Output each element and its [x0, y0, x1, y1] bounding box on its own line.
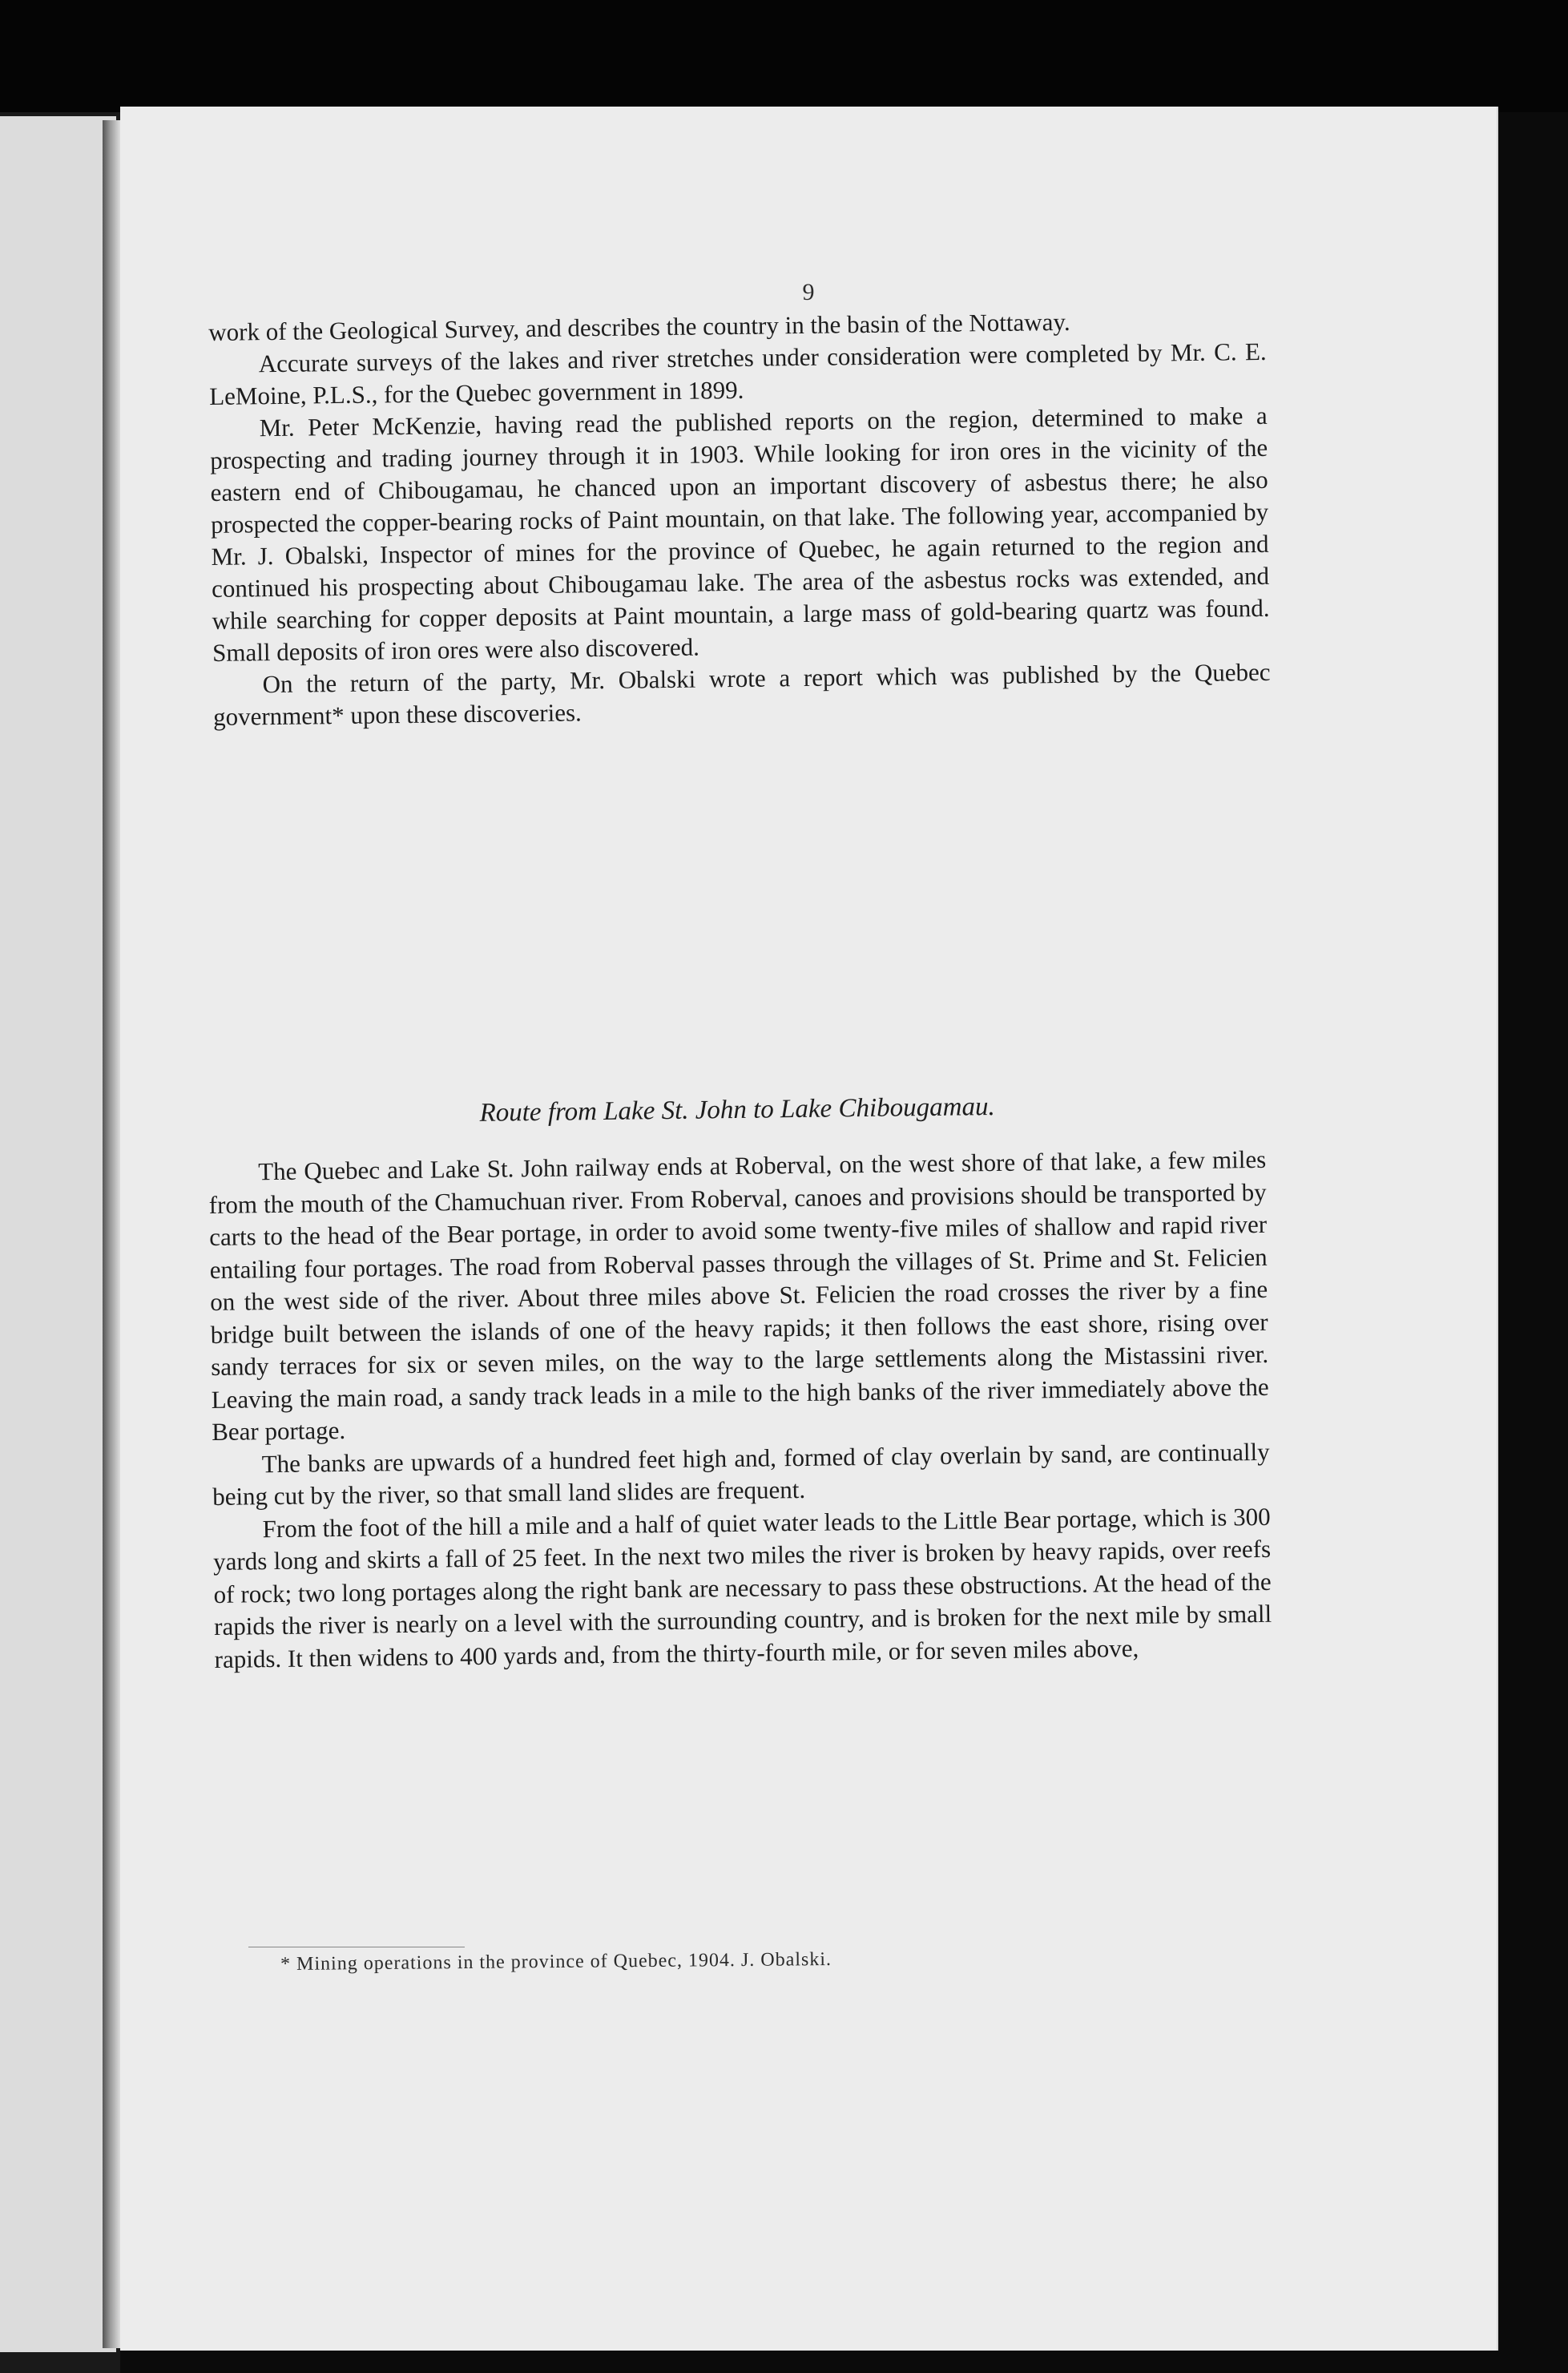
book-spine-shadow	[103, 120, 122, 2348]
paragraph: From the foot of the hill a mile and a half of quiet water leads to the Little Bear portage, which is 300 yards long and skirts a fall of 25 feet. In the next two miles the river is broken by heavy rapids, over reefs of rock; two long portages along the right bank are necessary to pass these obstructions. At the head of the rapids the river is nearly on a level with the surrounding country, and is broken for the next mile by small rapids. It then widens to 400 yards and, from the thirty-fourth mile, or for seven miles above,	[212, 1502, 1272, 1673]
paragraph: On the return of the party, Mr. Obalski wrote a report which was published by the Quebec government* upon these discoveries.	[212, 657, 1271, 731]
paragraph: work of the Geological Survey, and describes the country in the basin of the Nottaway.	[208, 307, 1070, 346]
section-heading: Route from Lake St. John to Lake Chibougamau.	[479, 1092, 995, 1128]
body-text-top	[208, 304, 1271, 733]
page-number: 9	[802, 279, 815, 305]
paragraph: The Quebec and Lake St. John railway ends at Roberval, on the west shore of that lake, a few miles from the mouth of the Chamuchuan river. From Roberval, canoes and provisions should be transported by carts to the head of the Bear portage, in order to avoid some twenty-five miles of shallow and rapid river entailing four portages. The road from Roberval passes through the villages of St. Prime and St. Felicien on the west side of the river. About three miles above St. Felicien the road crosses the river by a fine bridge built between the islands of one of the heavy rapids; it then follows the east shore, rising over sandy terraces for six or seven miles, on the way to the large settlements along the Mistassini river. Leaving the main road, a sandy track leads in a mile to the high banks of the river immediately above the Bear portage.	[208, 1144, 1269, 1446]
footnote: * Mining operations in the province of Quebec, 1904. J. Obalski.	[280, 1948, 832, 1975]
scan-background-top	[0, 0, 1568, 112]
body-text-bottom	[208, 1144, 1272, 1676]
book-page	[120, 107, 1497, 2351]
paragraph: Mr. Peter McKenzie, having read the published reports on the region, determined to make a prospecting and trading journey through it in 1903. While looking for iron ores in the vicinity of the eastern end of Chibougamau, he chanced upon an important discovery of asbestus there; he also prospected the copper-bearing rocks of Paint mountain, on that lake. The following year, accompanied by Mr. J. Obalski, Inspector of mines for the province of Quebec, he again returned to the region and continued his prospecting about Chibougamau lake. The area of the asbestus rocks was extended, and while searching for copper deposits at Paint mountain, a large mass of gold-bearing quartz was found. Small deposits of iron ores were also discovered.	[209, 401, 1270, 667]
paragraph: Accurate surveys of the lakes and river stretches under consideration were completed by Mr. C. E. LeMoine, P.L.S., for the Quebec government in 1899.	[209, 337, 1267, 410]
paragraph: The banks are upwards of a hundred feet high and, formed of clay overlain by sand, are continually being cut by the river, so that small land slides are frequent.	[212, 1437, 1270, 1511]
previous-page-edge	[0, 116, 116, 2352]
